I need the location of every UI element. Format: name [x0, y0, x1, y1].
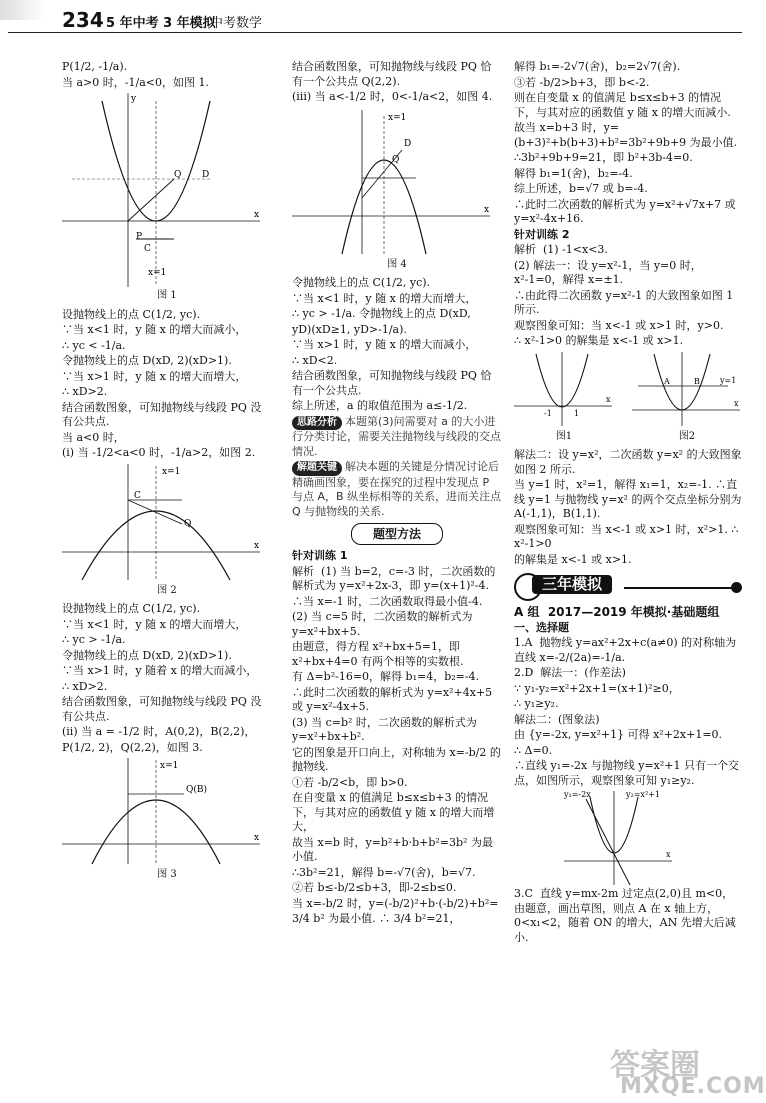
text-line: ∵当 x>1 时，y 随 x 的增大而增大，: [62, 369, 247, 383]
text-line: 在自变量 x 的值满足 b≤x≤b+3 的情况下，与其对应的函数值 y 随 x 的增大而增大，: [292, 791, 495, 833]
text-line: ∵当 x>1 时，y 随 x 的增大而减小，: [292, 338, 477, 351]
figure-label: 图1: [555, 430, 573, 442]
text-line: 令抛物线上的点 C(1/2, yc).: [292, 276, 431, 289]
drill-figure-1: [514, 350, 614, 449]
text-line: 当 a<0 时，: [62, 430, 125, 444]
text-line: ①若 -b/2<b，即 b>0.: [292, 775, 408, 789]
svg-text:D: D: [202, 170, 210, 180]
page-header: [8, 6, 742, 32]
text-line: 的解集是 x<-1 或 x>1.: [514, 552, 632, 566]
text-line: ∵当 x>1 时，y 随着 x 的增大而减小，: [62, 664, 258, 677]
text-line: 则在自变量 x 的值满足 b≤x≤b+3 的情况下，与其对应的函数值 y 随 x 的增大而减小.: [514, 91, 731, 119]
drill-graph-1: [514, 350, 614, 428]
text-line: ∴ yc > -1/a.: [62, 633, 126, 646]
text-line: 当 y=1 时，x²=1，解得 x₁=1，x₂=-1. ∴直线 y=1 与抛物线 y=x² 的两个交点坐标分别为 A(-1,1)，B(1,1).: [514, 478, 745, 520]
svg-text:Q(B): Q(B): [186, 785, 208, 795]
header-rule: [8, 32, 742, 33]
subject-title: 中考数学: [210, 16, 263, 31]
text-line: 当 a>0 时，-1/a<0，如图 1.: [62, 75, 209, 89]
text-line: (2) 解法一：设 y=x²-1，当 y=0 时，x²-1=0，解得 x=±1.: [514, 258, 702, 286]
text-line: 令抛物线上的点 D(xD, 2)(xD>1).: [62, 354, 232, 367]
text-line: ∵当 x<1 时，y 随 x 的增大而减小，: [62, 323, 247, 336]
page-number: 234: [62, 8, 104, 32]
text-line: 1.A 抛物线 y=ax²+2x+c(a≠0) 的对称轴为直线 x=-2/(2a)=-1/a.: [514, 636, 737, 664]
tip-key: [292, 460, 505, 519]
text-line: ∴当 x=-1 时，二次函数取得最小值-4.: [292, 594, 483, 608]
figure-label: 图 4: [387, 258, 407, 270]
text-line: ∴ Δ=0.: [514, 743, 553, 757]
figure-4-graph: [292, 106, 492, 256]
text-line: 解析 (1) -1<x<3.: [514, 243, 608, 256]
drill-figure-2: [632, 350, 742, 449]
text-line: ∵ y₁-y₂=x²+2x+1=(x+1)²≥0，: [514, 681, 680, 695]
banner-line: [624, 587, 736, 589]
text-line: (i) 当 -1/2<a<0 时，-1/a>2，如图 2.: [62, 446, 256, 459]
graph-label-line: y₁=-2x: [564, 790, 591, 799]
svg-text:1: 1: [574, 408, 580, 418]
text-line: ∴此时二次函数的解析式为 y=x²+4x+5 或 y=x²-4x+5.: [292, 685, 496, 713]
svg-text:B: B: [694, 376, 700, 386]
text-line: 结合函数图象，可知抛物线与线段 PQ 没有公共点.: [62, 695, 262, 723]
svg-text:y: y: [131, 94, 137, 104]
column-1: [62, 60, 272, 887]
tip-analysis-text: 本题第(3)问需要对 a 的大小进行分类讨论，需要关注抛物线与线段的交点情况.: [292, 414, 501, 458]
text-line: ∴ yc < -1/a.: [62, 338, 126, 352]
text-line: (iii) 当 a<-1/2 时，0<-1/a<2，如图 4.: [292, 90, 493, 103]
text-line: ②若 b≤-b/2≤b+3，即-2≤b≤0.: [292, 881, 457, 894]
svg-text:y=1: y=1: [720, 375, 737, 385]
svg-text:Q: Q: [184, 518, 192, 529]
text-line: 解法二：(图象法): [514, 712, 600, 726]
text-line: ∴此时二次函数的解析式为 y=x²+√7x+7 或 y=x²-4x+16.: [514, 197, 740, 225]
text-line: yD)(xD≥1, yD>-1/a).: [292, 322, 407, 336]
text-line: 观察图象可知：当 x<-1 或 x>1 时，x²>1. ∴ x²-1>0: [514, 522, 742, 550]
text-line: 结合函数图象，可知抛物线与线段 PQ 恰有一个公共点.: [292, 369, 492, 397]
text-line: ∴ xD<2.: [292, 353, 338, 367]
figure-2-graph: [62, 462, 262, 582]
svg-text:C: C: [144, 244, 151, 254]
text-line: ∴ yc > -1/a. 令抛物线上的点 D(xD,: [292, 307, 471, 320]
text-line: ∴ xD>2.: [62, 679, 108, 693]
text-line: 设抛物线上的点 C(1/2, yc).: [62, 307, 201, 321]
text-line: P(1/2, 2)，Q(2,2)，如图 3.: [62, 740, 203, 754]
text-line: ∴3b²=21，解得 b=-√7(舍)，b=√7.: [292, 865, 476, 879]
graph-label-curve: y₂=x²+1: [626, 790, 660, 799]
svg-text:x: x: [734, 398, 739, 408]
figure-label: 图2: [678, 430, 696, 442]
text-line: ③若 -b/2>b+3，即 b<-2.: [514, 75, 650, 89]
watermark-line-1: 答案圈: [610, 1048, 700, 1083]
text-line: 由 {y=-2x, y=x²+1} 可得 x²+2x+1=0.: [514, 728, 723, 741]
text-line: 结合函数图象，可知抛物线与线段 PQ 恰有一个公共点 Q(2,2).: [292, 60, 492, 88]
svg-text:C: C: [134, 490, 141, 501]
figure-label: 图 3: [157, 869, 177, 880]
text-line: 解得 b₁=-2√7(舍)，b₂=2√7(舍).: [514, 60, 681, 73]
text-line: (2) 当 c=5 时，二次函数的解析式为 y=x²+bx+5.: [292, 610, 476, 638]
figure-3-graph: [62, 756, 262, 866]
text-line: 解法二：设 y=x²，二次函数 y=x² 的大致图象如图 2 所示.: [514, 448, 742, 476]
text-line: (ii) 当 a = -1/2 时，A(0,2)，B(2,2)，: [62, 725, 256, 738]
text-line: ∴ y₁≥y₂.: [514, 697, 559, 710]
svg-text:x: x: [484, 204, 490, 215]
text-line: ∴直线 y₁=-2x 与抛物线 y=x²+1 只有一个交点，如图所示，观察图象可知 y₁≥y₂.: [514, 759, 740, 787]
text-line: 它的图象是开口向上，对称轴为 x=-b/2 的抛物线.: [292, 745, 501, 773]
tip-key-text: 解决本题的关键是分情况讨论后精确画图象，要在探究的过程中发现点 P 与点 A，B 纵坐标相等的关系，进而关注点 Q 与抛物线的关系.: [292, 460, 505, 518]
svg-text:x=1: x=1: [162, 466, 181, 477]
svg-text:D: D: [404, 138, 412, 149]
text-line: 故当 x=b 时，y=b²+b·b+b²=3b² 为最小值.: [292, 835, 493, 863]
text-line: ∴ xD>2.: [62, 385, 108, 398]
svg-text:x: x: [254, 210, 260, 220]
text-line: (3) 当 c=b² 时，二次函数的解析式为 y=x²+bx+b².: [292, 715, 481, 743]
drill-graph-2: [632, 350, 742, 428]
watermark-logo: [590, 1040, 766, 1100]
svg-text:A: A: [664, 376, 670, 386]
figure-label: 图 2: [157, 584, 177, 596]
section-heading: 一、选择题: [514, 620, 569, 634]
drill-title-2: 针对训练 2: [514, 227, 570, 241]
tip-analysis-tag: 思路分析: [292, 416, 342, 431]
text-line: P(1/2, -1/a).: [62, 60, 128, 73]
svg-text:x: x: [254, 540, 260, 551]
text-line: 综上所述，b=√7 或 b=-4.: [514, 182, 648, 195]
text-line: 有 Δ=b²-16=0，解得 b₁=4，b₂=-4.: [292, 670, 480, 683]
svg-text:x=1: x=1: [160, 761, 179, 771]
figure-1-graph: [62, 91, 262, 287]
text-line: ∴ x²-1>0 的解集是 x<-1 或 x>1.: [514, 334, 684, 347]
text-line: 故当 x=b+3 时，y=(b+3)²+b(b+3)+b²=3b²+9b+9 为最小值.: [514, 121, 738, 149]
banner-dot-icon: [731, 582, 742, 593]
svg-text:Q: Q: [174, 170, 182, 180]
tip-analysis: [292, 415, 502, 460]
watermark-line-2: MXQE.COM: [620, 1074, 766, 1099]
section-banner: 题型方法: [351, 523, 443, 545]
svg-text:x: x: [606, 394, 611, 404]
text-line: 解得 b₁=1(舍)，b₂=-4.: [514, 166, 633, 180]
text-line: 3/4 b² 为最小值. ∴ 3/4 b²=21，: [292, 912, 461, 925]
svg-text:x=1: x=1: [388, 112, 407, 123]
svg-text:P: P: [136, 232, 143, 242]
drill-figures: [514, 350, 742, 449]
answer-2-graph: [564, 789, 674, 887]
text-line: 观察图象可知：当 x<-1 或 x>1 时，y>0.: [514, 318, 724, 332]
svg-text:x: x: [254, 833, 260, 843]
text-line: 2.D 解法一：(作差法): [514, 666, 626, 679]
text-line: 当 x=-b/2 时，y=(-b/2)²+b·(-b/2)+b²=: [292, 896, 499, 910]
drill-title: 针对训练 1: [292, 549, 348, 562]
svg-text:x: x: [666, 850, 671, 859]
tip-key-tag: 解题关键: [292, 461, 342, 476]
group-heading: A 组 2017—2019 年模拟·基础题组: [514, 605, 720, 619]
text-line: ∴由此得二次函数 y=x²-1 的大致图象如图 1 所示.: [514, 288, 737, 316]
text-line: ∴3b²+9b+9=21，即 b²+3b-4=0.: [514, 151, 693, 164]
text-line: ∵当 x<1 时，y 随 x 的增大而增大，: [292, 291, 477, 305]
three-year-banner: [514, 573, 742, 601]
banner-title: 三年模拟: [532, 575, 612, 594]
text-line: ∵当 x<1 时，y 随 x 的增大而增大，: [62, 617, 247, 631]
text-line: 结合函数图象，可知抛物线与线段 PQ 没有公共点.: [62, 400, 262, 428]
svg-text:Q: Q: [392, 154, 400, 165]
text-line: 由题意，得方程 x²+bx+5=1，即 x²+bx+4=0 有两个相等的实数根.: [292, 640, 464, 668]
text-line: 设抛物线上的点 C(1/2, yc).: [62, 602, 201, 615]
text-line: 综上所述，a 的取值范围为 a≤-1/2.: [292, 399, 468, 412]
text-line: 解析 (1) 当 b=2，c=-3 时，二次函数的解析式为 y=x²+2x-3，即 y=(x+1)²-4.: [292, 564, 496, 592]
column-3: [514, 60, 745, 946]
text-line: 3.C 直线 y=mx-2m 过定点(2,0)且 m<0，由题意，画出草图，则点 A 在 x 轴上方，0<x₁<2，随着 ON 的增大，AN 先增大后减小.: [514, 887, 736, 944]
text-line: 令抛物线上的点 D(xD, 2)(xD>1).: [62, 648, 232, 662]
figure-label: 图 1: [157, 290, 177, 301]
column-2: [292, 60, 505, 928]
svg-text:-1: -1: [544, 408, 552, 418]
book-title: 5 年中考 3 年模拟: [106, 16, 216, 31]
svg-text:x=1: x=1: [148, 268, 167, 278]
